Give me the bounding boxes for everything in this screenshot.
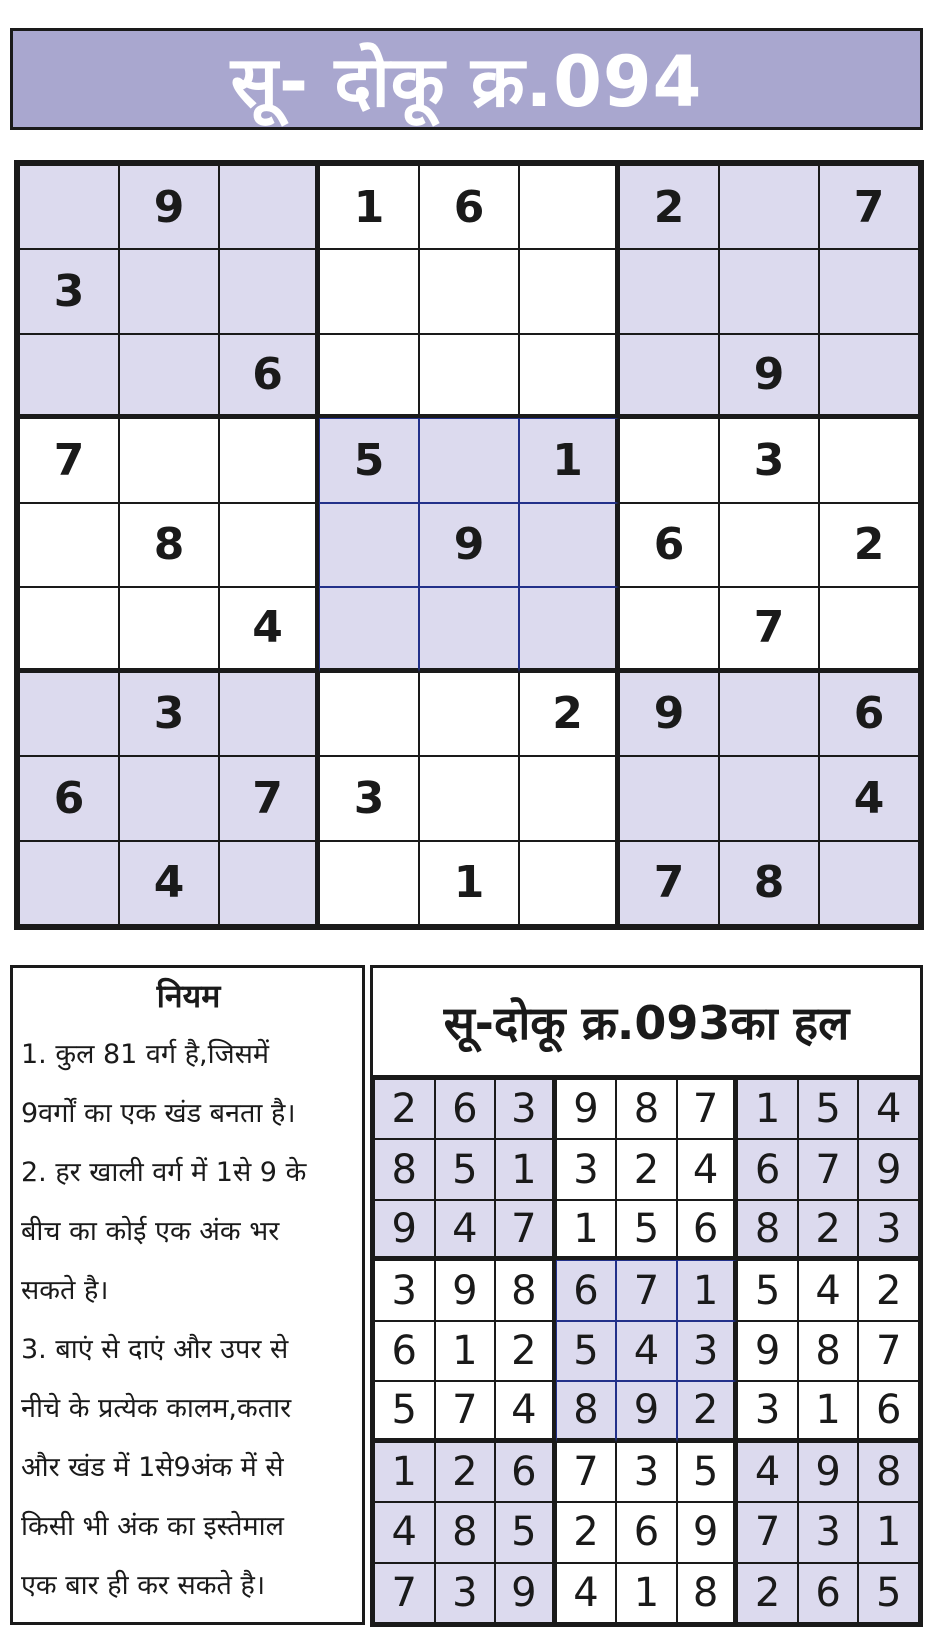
rule-line: बीच का कोई एक अंक भर (21, 1216, 280, 1247)
solution-cell: 7 (556, 1442, 617, 1502)
title-banner (10, 28, 923, 130)
puzzle-cell[interactable]: 9 (419, 503, 519, 587)
solution-cell: 3 (677, 1321, 738, 1381)
solution-cell: 6 (798, 1563, 859, 1623)
puzzle-cell[interactable] (719, 249, 819, 333)
solution-cell: 3 (616, 1442, 677, 1502)
puzzle-cell[interactable]: 8 (119, 503, 219, 587)
puzzle-cell[interactable]: 4 (819, 756, 919, 840)
puzzle-cell[interactable] (419, 756, 519, 840)
puzzle-cell[interactable] (619, 249, 719, 333)
solution-cell: 7 (858, 1321, 919, 1381)
solution-cell: 8 (616, 1079, 677, 1139)
puzzle-cell[interactable] (419, 672, 519, 756)
puzzle-cell[interactable]: 3 (119, 672, 219, 756)
solution-cell: 8 (737, 1200, 798, 1260)
puzzle-cell[interactable]: 7 (619, 841, 719, 925)
puzzle-cell[interactable] (719, 756, 819, 840)
puzzle-cell[interactable] (519, 503, 619, 587)
solution-cell: 8 (798, 1321, 859, 1381)
solution-cell: 1 (435, 1321, 496, 1381)
puzzle-cell[interactable]: 3 (719, 418, 819, 502)
puzzle-cell[interactable] (819, 587, 919, 671)
puzzle-cell[interactable]: 2 (619, 165, 719, 249)
solution-cell: 8 (374, 1139, 435, 1199)
solution-cell: 5 (556, 1321, 617, 1381)
puzzle-cell[interactable]: 4 (219, 587, 319, 671)
puzzle-cell[interactable]: 7 (219, 756, 319, 840)
solution-cell: 6 (495, 1442, 556, 1502)
puzzle-cell[interactable] (319, 587, 419, 671)
puzzle-cell[interactable]: 7 (819, 165, 919, 249)
puzzle-cell[interactable]: 8 (719, 841, 819, 925)
solution-cell: 3 (798, 1502, 859, 1562)
solution-cell: 9 (858, 1139, 919, 1199)
rule-line: नीचे के प्रत्येक कालम,कतार (21, 1393, 292, 1424)
puzzle-cell[interactable] (519, 334, 619, 418)
solution-cell: 9 (616, 1381, 677, 1441)
solution-cell: 1 (798, 1381, 859, 1441)
solution-cell: 1 (495, 1139, 556, 1199)
solution-cell: 6 (374, 1321, 435, 1381)
puzzle-cell[interactable]: 6 (819, 672, 919, 756)
puzzle-cell[interactable]: 2 (819, 503, 919, 587)
puzzle-cell[interactable] (119, 756, 219, 840)
puzzle-cell[interactable] (319, 334, 419, 418)
puzzle-cell[interactable]: 2 (519, 672, 619, 756)
puzzle-cell[interactable] (219, 165, 319, 249)
puzzle-cell[interactable] (619, 756, 719, 840)
puzzle-cell[interactable]: 6 (619, 503, 719, 587)
solution-cell: 5 (858, 1563, 919, 1623)
puzzle-cell[interactable] (19, 841, 119, 925)
rules-title: नियम (156, 977, 221, 1015)
solution-cell: 3 (435, 1563, 496, 1623)
rule-line: और खंड में 1से9अंक में से (21, 1452, 284, 1483)
puzzle-cell[interactable]: 1 (519, 418, 619, 502)
solution-cell: 2 (556, 1502, 617, 1562)
puzzle-cell[interactable]: 3 (319, 756, 419, 840)
puzzle-cell[interactable]: 7 (19, 418, 119, 502)
puzzle-cell[interactable] (119, 334, 219, 418)
solution-cell: 7 (798, 1139, 859, 1199)
solution-cell: 4 (374, 1502, 435, 1562)
rule-line: सकते है। (21, 1275, 109, 1306)
puzzle-cell[interactable] (419, 334, 519, 418)
puzzle-cell[interactable]: 9 (719, 334, 819, 418)
solution-cell: 3 (737, 1381, 798, 1441)
puzzle-cell[interactable]: 9 (619, 672, 719, 756)
puzzle-cell[interactable] (519, 841, 619, 925)
puzzle-cell[interactable]: 6 (219, 334, 319, 418)
solution-cell: 2 (495, 1321, 556, 1381)
solution-cell: 3 (858, 1200, 919, 1260)
solution-cell: 5 (435, 1139, 496, 1199)
solution-cell: 3 (556, 1139, 617, 1199)
solution-cell: 9 (737, 1321, 798, 1381)
solution-cell: 8 (556, 1381, 617, 1441)
solution-cell: 1 (858, 1502, 919, 1562)
solution-cell: 5 (798, 1079, 859, 1139)
solution-cell: 7 (495, 1200, 556, 1260)
solution-cell: 6 (435, 1079, 496, 1139)
solution-cell: 2 (858, 1260, 919, 1320)
solution-cell: 7 (737, 1502, 798, 1562)
solution-cell: 7 (677, 1079, 738, 1139)
solution-cell: 9 (677, 1502, 738, 1562)
solution-cell: 8 (435, 1502, 496, 1562)
puzzle-cell[interactable] (519, 587, 619, 671)
solution-cell: 9 (435, 1260, 496, 1320)
solution-cell: 2 (677, 1381, 738, 1441)
rule-line: 1. कुल 81 वर्ग है,जिसमें (21, 1039, 270, 1070)
rules-panel (10, 965, 365, 1625)
sudoku-solution-grid (370, 1075, 923, 1627)
solution-cell: 2 (435, 1442, 496, 1502)
puzzle-cell[interactable] (819, 334, 919, 418)
rule-line: 2. हर खाली वर्ग में 1से 9 के (21, 1157, 307, 1188)
solution-cell: 4 (495, 1381, 556, 1441)
puzzle-cell[interactable] (619, 418, 719, 502)
puzzle-cell[interactable] (219, 672, 319, 756)
puzzle-cell[interactable] (319, 672, 419, 756)
solution-cell: 6 (737, 1139, 798, 1199)
solution-cell: 2 (737, 1563, 798, 1623)
puzzle-cell[interactable] (819, 841, 919, 925)
solution-cell: 5 (737, 1260, 798, 1320)
solution-cell: 4 (616, 1321, 677, 1381)
puzzle-cell[interactable] (219, 841, 319, 925)
solution-cell: 4 (798, 1260, 859, 1320)
puzzle-cell[interactable]: 4 (119, 841, 219, 925)
solution-cell: 4 (858, 1079, 919, 1139)
puzzle-cell[interactable]: 1 (319, 165, 419, 249)
solution-header (370, 965, 923, 1075)
solution-cell: 1 (556, 1200, 617, 1260)
solution-cell: 6 (616, 1502, 677, 1562)
solution-cell: 8 (495, 1260, 556, 1320)
puzzle-cell[interactable] (219, 503, 319, 587)
solution-cell: 6 (556, 1260, 617, 1320)
solution-cell: 7 (616, 1260, 677, 1320)
puzzle-cell[interactable] (819, 418, 919, 502)
solution-cell: 8 (677, 1563, 738, 1623)
puzzle-cell[interactable] (319, 841, 419, 925)
puzzle-cell[interactable] (119, 249, 219, 333)
solution-cell: 5 (677, 1442, 738, 1502)
puzzle-cell[interactable] (19, 165, 119, 249)
solution-cell: 3 (374, 1260, 435, 1320)
puzzle-cell[interactable] (719, 672, 819, 756)
solution-cell: 4 (677, 1139, 738, 1199)
puzzle-cell[interactable] (219, 249, 319, 333)
puzzle-cell[interactable] (119, 418, 219, 502)
solution-cell: 1 (737, 1079, 798, 1139)
solution-title: सू-दोकू क्र.093का हल (443, 995, 850, 1050)
puzzle-cell[interactable]: 3 (19, 249, 119, 333)
solution-cell: 5 (374, 1381, 435, 1441)
puzzle-cell[interactable]: 9 (119, 165, 219, 249)
solution-cell: 9 (798, 1442, 859, 1502)
puzzle-cell[interactable] (119, 587, 219, 671)
puzzle-cell[interactable] (319, 249, 419, 333)
puzzle-cell[interactable] (419, 418, 519, 502)
solution-cell: 4 (556, 1563, 617, 1623)
solution-cell: 1 (677, 1260, 738, 1320)
solution-cell: 9 (556, 1079, 617, 1139)
solution-cell: 3 (495, 1079, 556, 1139)
puzzle-cell[interactable] (19, 334, 119, 418)
puzzle-cell[interactable] (719, 503, 819, 587)
rule-line: 3. बाएं से दाएं और उपर से (21, 1334, 289, 1365)
puzzle-cell[interactable] (419, 249, 519, 333)
sudoku-puzzle-grid (14, 160, 924, 930)
rule-line: 9वर्गों का एक खंड बनता है। (21, 1098, 296, 1129)
puzzle-cell[interactable] (719, 165, 819, 249)
solution-cell: 9 (495, 1563, 556, 1623)
puzzle-cell[interactable] (19, 672, 119, 756)
puzzle-cell[interactable] (519, 756, 619, 840)
solution-cell: 4 (737, 1442, 798, 1502)
solution-cell: 1 (374, 1442, 435, 1502)
solution-cell: 1 (616, 1563, 677, 1623)
puzzle-cell[interactable] (19, 503, 119, 587)
solution-cell: 5 (495, 1502, 556, 1562)
puzzle-cell[interactable] (819, 249, 919, 333)
puzzle-title: सू- दोकू क्र.094 (230, 41, 703, 123)
rule-line: एक बार ही कर सकते है। (21, 1570, 266, 1601)
solution-cell: 9 (374, 1200, 435, 1260)
puzzle-cell[interactable]: 6 (419, 165, 519, 249)
solution-cell: 8 (858, 1442, 919, 1502)
puzzle-cell[interactable] (519, 165, 619, 249)
puzzle-cell[interactable]: 7 (719, 587, 819, 671)
rule-line: किसी भी अंक का इस्तेमाल (21, 1511, 284, 1542)
puzzle-cell[interactable]: 5 (319, 418, 419, 502)
solution-cell: 2 (616, 1139, 677, 1199)
solution-cell: 4 (435, 1200, 496, 1260)
puzzle-cell[interactable] (419, 587, 519, 671)
puzzle-cell[interactable]: 6 (19, 756, 119, 840)
solution-cell: 7 (374, 1563, 435, 1623)
solution-cell: 7 (435, 1381, 496, 1441)
puzzle-cell[interactable] (19, 587, 119, 671)
puzzle-cell[interactable] (619, 334, 719, 418)
solution-cell: 2 (798, 1200, 859, 1260)
puzzle-cell[interactable] (619, 587, 719, 671)
puzzle-cell[interactable] (219, 418, 319, 502)
solution-cell: 6 (858, 1381, 919, 1441)
puzzle-cell[interactable]: 1 (419, 841, 519, 925)
solution-cell: 5 (616, 1200, 677, 1260)
solution-cell: 6 (677, 1200, 738, 1260)
solution-cell: 2 (374, 1079, 435, 1139)
puzzle-cell[interactable] (319, 503, 419, 587)
puzzle-cell[interactable] (519, 249, 619, 333)
